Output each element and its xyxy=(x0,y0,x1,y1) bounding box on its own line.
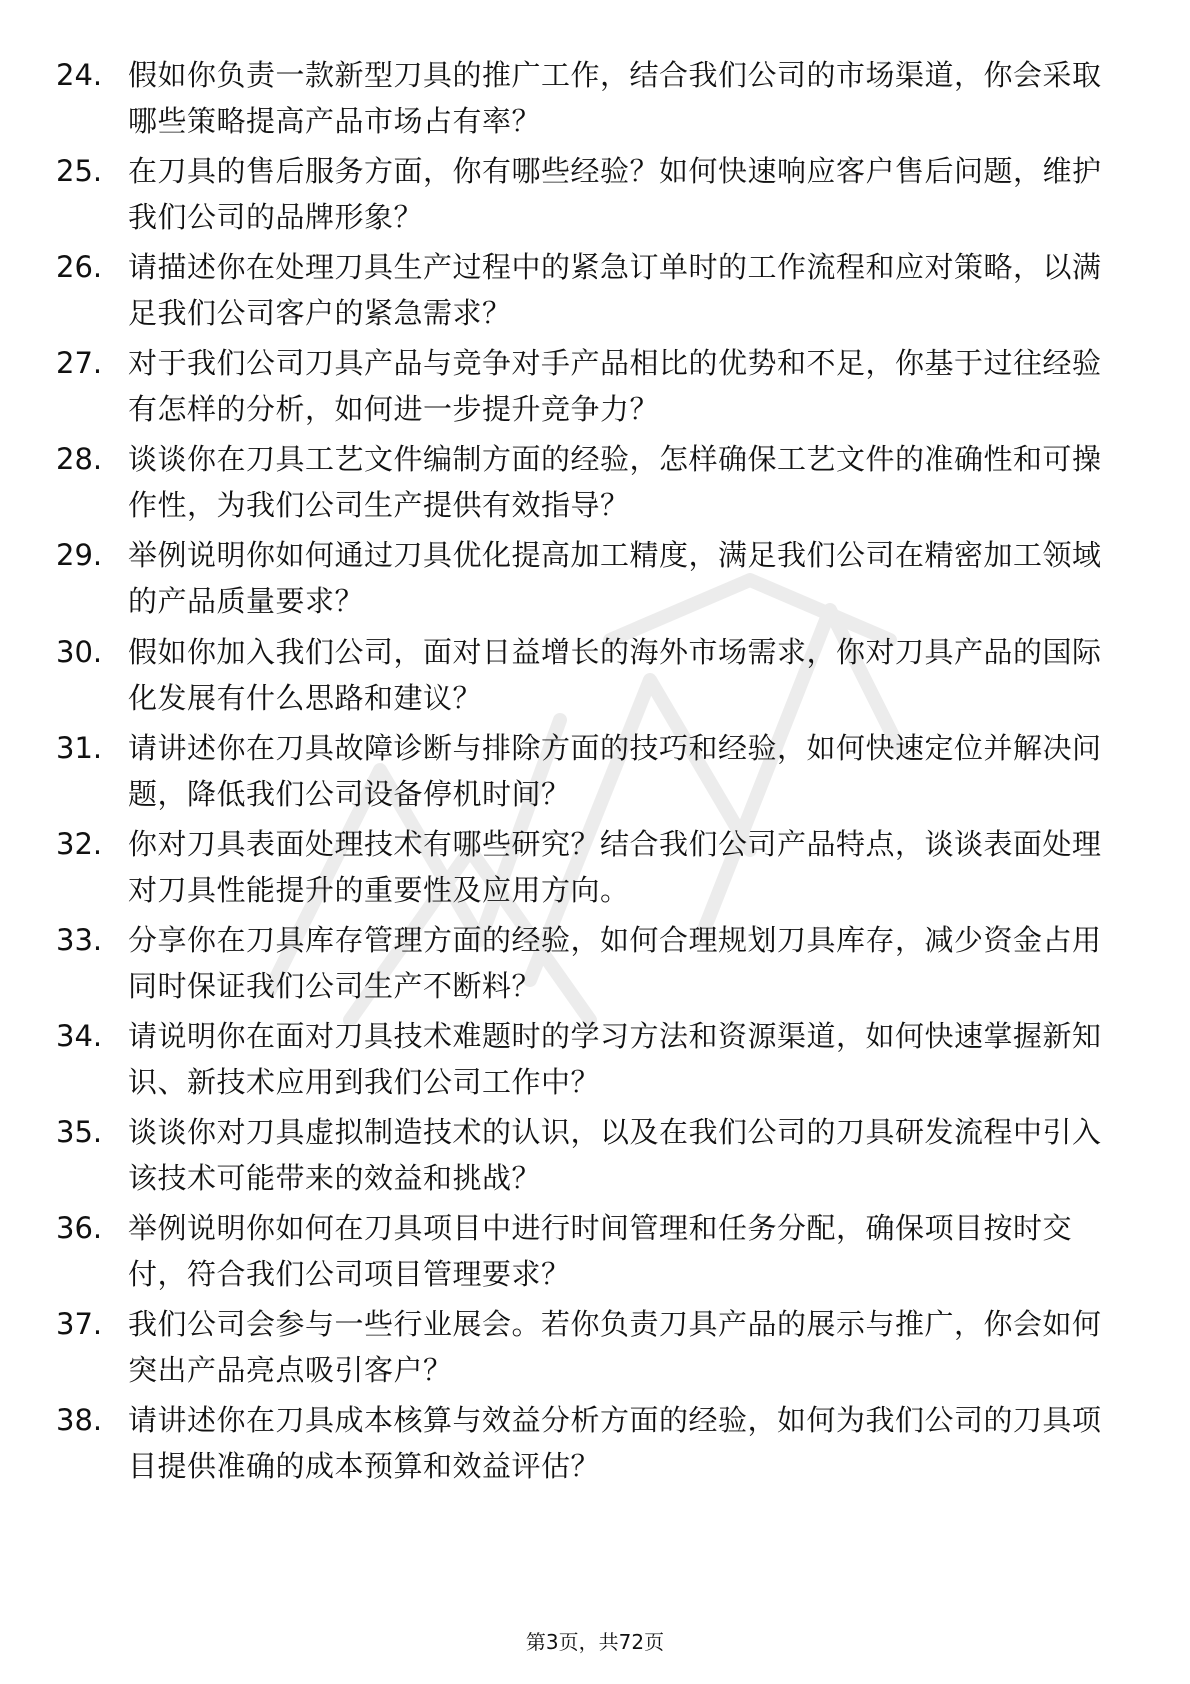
question-text: 在刀具的售后服务方面，你有哪些经验？如何快速响应客户售后问题，维护我们公司的品牌形象？ xyxy=(128,154,1102,235)
question-item-37 xyxy=(56,1301,1126,1397)
question-item-31 xyxy=(56,725,1126,821)
question-text: 对于我们公司刀具产品与竞争对手产品相比的优势和不足，你基于过往经验有怎样的分析，如何进一步提升竞争力？ xyxy=(128,346,1102,427)
question-text: 假如你负责一款新型刀具的推广工作，结合我们公司的市场渠道，你会采取哪些策略提高产品市场占有率？ xyxy=(128,58,1102,138)
question-text: 假如你加入我们公司，面对日益增长的海外市场需求，你对刀具产品的国际化发展有什么思路和建议？ xyxy=(128,634,1102,715)
question-number: 33. xyxy=(56,922,103,957)
question-item-24 xyxy=(56,52,1126,148)
question-text: 谈谈你对刀具虚拟制造技术的认识，以及在我们公司的刀具研发流程中引入该技术可能带来的效益和挑战？ xyxy=(128,1115,1102,1196)
question-item-33 xyxy=(56,917,1126,1013)
question-item-35 xyxy=(56,1109,1126,1205)
question-text: 分享你在刀具库存管理方面的经验，如何合理规划刀具库存，减少资金占用同时保证我们公司生产不断料？ xyxy=(128,922,1102,1003)
question-text: 请讲述你在刀具故障诊断与排除方面的技巧和经验，如何快速定位并解决问题，降低我们公司设备停机时间？ xyxy=(128,730,1102,811)
question-number: 25. xyxy=(56,154,103,189)
question-item-25 xyxy=(56,148,1126,244)
question-number: 27. xyxy=(56,346,103,381)
question-item-32 xyxy=(56,821,1126,917)
question-number: 30. xyxy=(56,634,103,669)
question-item-28 xyxy=(56,436,1126,532)
question-item-26 xyxy=(56,244,1126,340)
question-number: 29. xyxy=(56,538,103,573)
question-number: 35. xyxy=(56,1115,103,1150)
question-text: 请描述你在处理刀具生产过程中的紧急订单时的工作流程和应对策略，以满足我们公司客户的紧急需求？ xyxy=(128,250,1102,331)
question-item-27 xyxy=(56,340,1126,436)
question-item-38 xyxy=(56,1397,1126,1493)
question-text: 举例说明你如何通过刀具优化提高加工精度，满足我们公司在精密加工领域的产品质量要求？ xyxy=(128,538,1102,619)
question-number: 34. xyxy=(56,1018,103,1053)
question-number: 24. xyxy=(56,58,103,92)
question-number: 36. xyxy=(56,1211,103,1246)
question-text: 你对刀具表面处理技术有哪些研究？结合我们公司产品特点，谈谈表面处理对刀具性能提升的重要性及应用方向。 xyxy=(128,826,1102,907)
page-number-footer: 第3页，共72页 xyxy=(525,1630,665,1654)
question-item-30 xyxy=(56,629,1126,725)
question-text: 举例说明你如何在刀具项目中进行时间管理和任务分配，确保项目按时交付，符合我们公司项目管理要求？ xyxy=(128,1211,1073,1292)
question-text: 谈谈你在刀具工艺文件编制方面的经验，怎样确保工艺文件的准确性和可操作性，为我们公司生产提供有效指导？ xyxy=(128,442,1102,523)
question-number: 38. xyxy=(56,1403,103,1438)
question-number: 32. xyxy=(56,826,103,861)
question-list xyxy=(56,52,1126,1493)
question-text: 请说明你在面对刀具技术难题时的学习方法和资源渠道，如何快速掌握新知识、新技术应用到我们公司工作中？ xyxy=(128,1018,1102,1099)
question-number: 26. xyxy=(56,250,103,285)
question-text: 请讲述你在刀具成本核算与效益分析方面的经验，如何为我们公司的刀具项目提供准确的成本预算和效益评估？ xyxy=(128,1403,1102,1484)
question-number: 28. xyxy=(56,442,103,477)
question-text: 我们公司会参与一些行业展会。若你负责刀具产品的展示与推广，你会如何突出产品亮点吸引客户？ xyxy=(128,1307,1102,1388)
question-item-34 xyxy=(56,1013,1126,1109)
question-number: 31. xyxy=(56,730,103,765)
question-item-36 xyxy=(56,1205,1126,1301)
question-item-29 xyxy=(56,532,1126,628)
question-number: 37. xyxy=(56,1307,103,1342)
